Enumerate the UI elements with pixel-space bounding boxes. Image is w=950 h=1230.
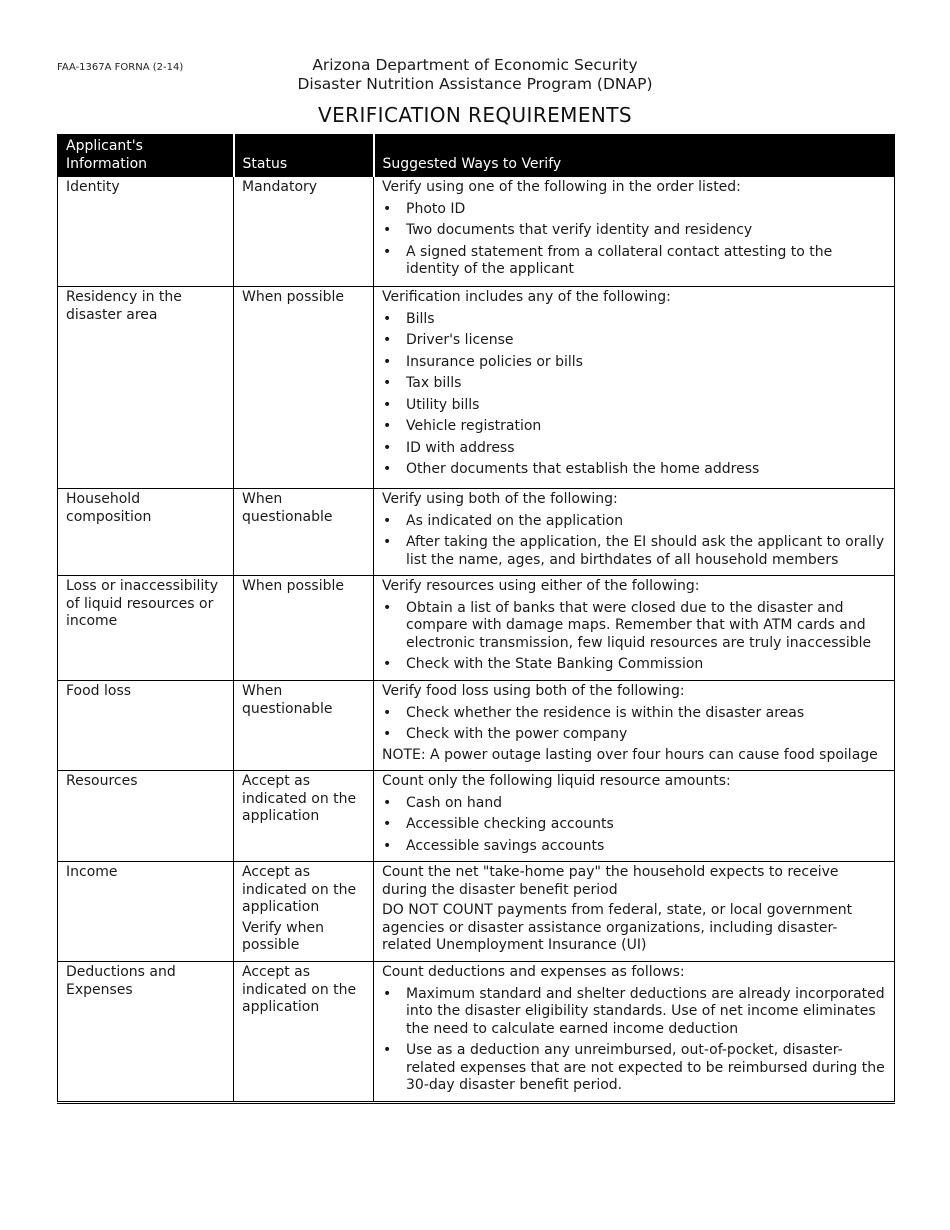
status-cell: When possible <box>234 287 374 489</box>
list-item: • Accessible checking accounts <box>382 816 886 834</box>
verify-intro: Verify resources using either of the following: <box>382 578 700 594</box>
column-header-status: Status <box>234 135 374 177</box>
verify-list <box>382 201 886 279</box>
applicant-info-cell: Identity <box>58 177 234 287</box>
form-code: FAA-1367A FORNA (2-14) <box>57 62 184 73</box>
verify-intro: Count the net "take-home pay" the household expects to receive during the disaster benefit period <box>382 864 839 898</box>
list-item: • Vehicle registration <box>382 418 886 436</box>
verify-intro: Verify food loss using both of the following: <box>382 683 685 699</box>
verify-intro: Count only the following liquid resource amounts: <box>382 773 731 789</box>
verify-cell <box>374 576 895 681</box>
list-item: • Use as a deduction any unreimbursed, out-of-pocket, disaster-related expenses that are not expected to be reimbursed during the 30-day disaster benefit period. <box>382 1042 886 1095</box>
verify-list <box>382 986 886 1095</box>
list-item: • Other documents that establish the home address <box>382 461 886 479</box>
verify-list <box>382 513 886 570</box>
list-item: • After taking the application, the EI should ask the applicant to orally list the name, ages, and birthdates of all household members <box>382 534 886 569</box>
applicant-info-cell: Residency in the disaster area <box>58 287 234 489</box>
verify-cell <box>374 489 895 576</box>
list-item: • Check with the power company <box>382 726 886 744</box>
verify-intro: Count deductions and expenses as follows: <box>382 964 685 980</box>
verify-list <box>382 600 886 674</box>
list-item: • As indicated on the application <box>382 513 886 531</box>
list-item: • Driver's license <box>382 332 886 350</box>
table-row <box>58 962 895 1103</box>
list-item: • ID with address <box>382 440 886 458</box>
status-text: Accept as indicated on the application <box>242 864 357 915</box>
applicant-info-cell: Deductions and Expenses <box>58 962 234 1103</box>
verify-note: NOTE: A power outage lasting over four hours can cause food spoilage <box>382 746 878 763</box>
list-item: • Check whether the residence is within the disaster areas <box>382 705 886 723</box>
document-title: VERIFICATION REQUIREMENTS <box>318 103 632 127</box>
list-item: • Photo ID <box>382 201 886 219</box>
list-item: • A signed statement from a collateral contact attesting to the identity of the applicant <box>382 244 886 279</box>
status-extra-text: Verify when possible <box>242 919 324 953</box>
verify-list <box>382 311 886 479</box>
verify-cell <box>374 177 895 287</box>
status-cell: When possible <box>234 576 374 681</box>
list-item: • Obtain a list of banks that were closed due to the disaster and compare with damage maps. Remember that with ATM cards and electronic transmission, few liquid resources are truly inaccessible <box>382 600 886 653</box>
applicant-info-cell: Household composition <box>58 489 234 576</box>
verify-cell <box>374 862 895 962</box>
verification-table <box>57 134 895 1104</box>
table-row <box>58 681 895 771</box>
applicant-info-cell: Loss or inaccessibility of liquid resources or income <box>58 576 234 681</box>
list-item: • Utility bills <box>382 397 886 415</box>
verify-cell <box>374 771 895 862</box>
status-cell: Mandatory <box>234 177 374 287</box>
column-header-ways-to-verify: Suggested Ways to Verify <box>374 135 895 177</box>
list-item: • Two documents that verify identity and residency <box>382 222 886 240</box>
list-item: • Cash on hand <box>382 795 886 813</box>
verify-cell <box>374 962 895 1103</box>
verify-list <box>382 705 886 744</box>
verify-intro: Verify using one of the following in the order listed: <box>382 179 741 195</box>
table-row <box>58 177 895 287</box>
status-cell: Accept as indicated on the application <box>234 962 374 1103</box>
status-cell <box>234 862 374 962</box>
agency-name: Arizona Department of Economic Security <box>312 56 638 74</box>
list-item: • Check with the State Banking Commission <box>382 656 886 674</box>
applicant-info-cell: Food loss <box>58 681 234 771</box>
status-cell: When questionable <box>234 681 374 771</box>
table-row <box>58 771 895 862</box>
agency-header <box>0 56 950 94</box>
verify-cell <box>374 287 895 489</box>
applicant-info-cell: Income <box>58 862 234 962</box>
verify-intro: Verification includes any of the following: <box>382 289 671 305</box>
table-row <box>58 576 895 681</box>
program-name: Disaster Nutrition Assistance Program (DNAP) <box>297 75 653 93</box>
verify-list <box>382 795 886 856</box>
verify-cell <box>374 681 895 771</box>
verify-paragraph: DO NOT COUNT payments from federal, state, or local government agencies or disaster assistance organizations, including disaster-related Unemployment Insurance (UI) <box>382 902 853 953</box>
column-header-applicant-info: Applicant's Information <box>58 135 234 177</box>
status-cell: When questionable <box>234 489 374 576</box>
list-item: • Bills <box>382 311 886 329</box>
applicant-info-cell: Resources <box>58 771 234 862</box>
status-cell: Accept as indicated on the application <box>234 771 374 862</box>
verify-intro: Verify using both of the following: <box>382 491 618 507</box>
table-row <box>58 489 895 576</box>
table-row <box>58 862 895 962</box>
list-item: • Insurance policies or bills <box>382 354 886 372</box>
list-item: • Tax bills <box>382 375 886 393</box>
list-item: • Accessible savings accounts <box>382 838 886 856</box>
table-header-row <box>58 135 895 177</box>
list-item: • Maximum standard and shelter deductions are already incorporated into the disaster eligibility standards. Use of net income eliminates the need to calculate earned income deduction <box>382 986 886 1039</box>
table-row <box>58 287 895 489</box>
